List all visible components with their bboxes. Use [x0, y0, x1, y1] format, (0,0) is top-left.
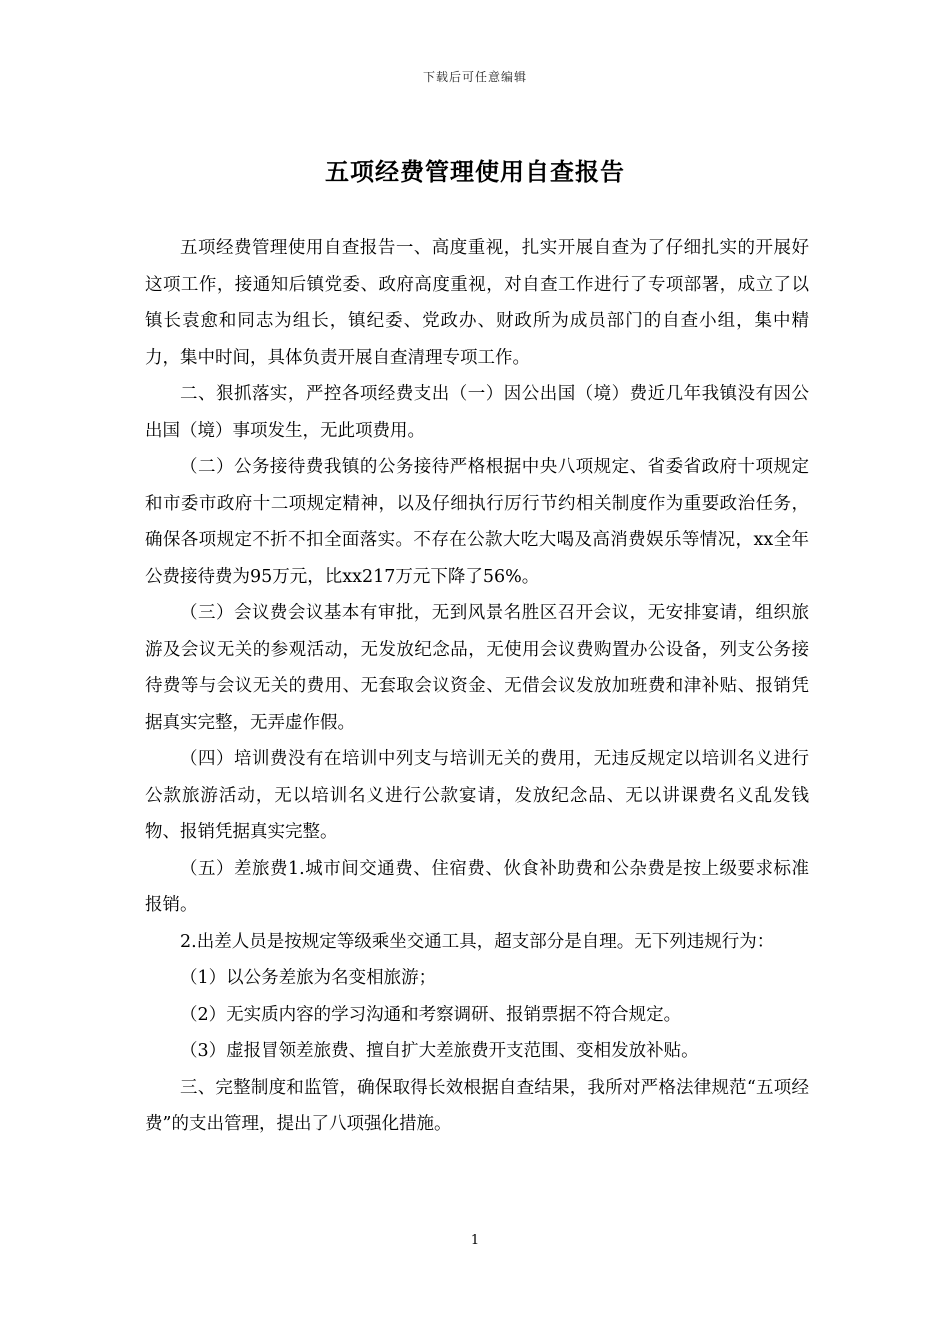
document-title: 五项经费管理使用自查报告	[325, 158, 625, 186]
paragraph-training-fees: （四）培训费没有在培训中列支与培训无关的费用，无违反规定以培训名义进行公款旅游活动，无以培训名义进行公款宴请，发放纪念品、无以讲课费名义乱发钱物、报销凭据真实完整。	[145, 749, 809, 842]
paragraph-travel-fees: （五）差旅费1.城市间交通费、住宿费、伙食补助费和公杂费是按上级要求标准报销。	[145, 858, 809, 915]
paragraph-meeting-fees: （三）会议费会议基本有审批，无到风景名胜区召开会议，无安排宴请，组织旅游及会议无关的参观活动，无发放纪念品，无使用会议费购置办公设备，列支公务接待费等与会议无关的费用、无套取会议资金、无借会议发放加班费和津补贴、报销凭据真实完整，无弄虚作假。	[145, 603, 809, 733]
paragraph-intro: 五项经费管理使用自查报告一、高度重视，扎实开展自查为了仔细扎实的开展好这项工作，接通知后镇党委、政府高度重视，对自查工作进行了专项部署，成立了以镇长袁愈和同志为组长，镇纪委、党政办、财政所为成员部门的自查小组，集中精力，集中时间，具体负责开展自查清理专项工作。	[145, 238, 809, 368]
header-note: 下载后可任意编辑	[422, 70, 527, 84]
paragraph-travel-transport: 2.出差人员是按规定等级乘坐交通工具，超支部分是自理。无下列违规行为：	[180, 931, 775, 952]
document-body	[145, 230, 809, 1143]
page-number: 1	[470, 1233, 480, 1248]
paragraph-violation-1: （1）以公务差旅为名变相旅游；	[180, 968, 437, 988]
paragraph-section-three: 三、完整制度和监管，确保取得长效根据自查结果，我所对严格法律规范“五项经费”的支出管理，提出了八项强化措施。	[145, 1077, 809, 1134]
paragraph-reception-fees: （二）公务接待费我镇的公务接待严格根据中央八项规定、省委省政府十项规定和市委市政府十二项规定精神，以及仔细执行厉行节约相关制度作为重要政治任务，确保各项规定不折不扣全面落实。不存在公款大吃大喝及高消费娱乐等情况，xx全年公费接待费为95万元，比xx217万元下降了56%。	[145, 457, 809, 587]
paragraph-violation-2: （2）无实质内容的学习沟通和考察调研、报销票据不符合规定。	[180, 1004, 682, 1025]
paragraph-section-two: 二、狠抓落实，严控各项经费支出（一）因公出国（境）费近几年我镇没有因公出国（境）事项发生，无此项费用。	[145, 384, 809, 441]
paragraph-violation-3: （3）虚报冒领差旅费、擅自扩大差旅费开支范围、变相发放补贴。	[180, 1041, 699, 1061]
